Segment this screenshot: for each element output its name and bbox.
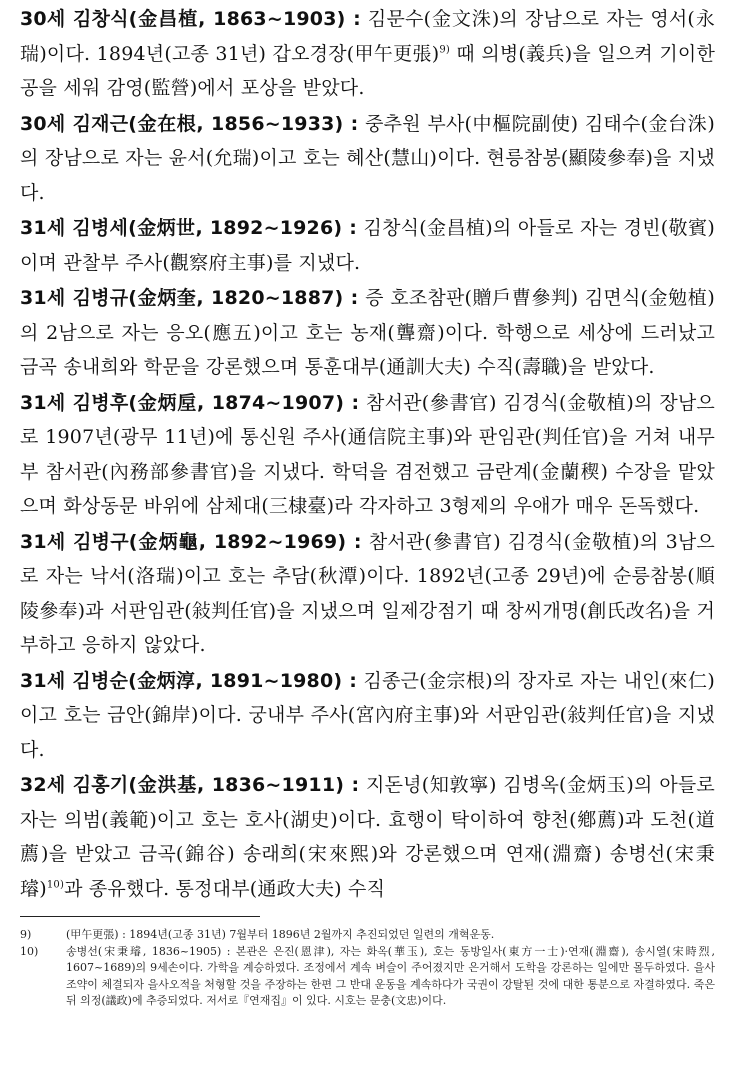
footnote-text: (甲午更張) : 1894년(고종 31년) 7월부터 1896년 2월까지 추진되었던 일련의 개혁운동. [66,928,495,941]
entry-kim-jaegeun [20,107,715,211]
entry-heading: 31세 김병후(金炳垕, 1874~1907) : [20,391,360,414]
footnote-9 [20,927,715,944]
entry-heading: 31세 김병세(金炳世, 1892~1926) : [20,217,358,239]
entry-kim-byeonggu [20,525,715,663]
footnote-text: 송병선(宋秉璿, 1836~1905) : 본관은 은진(恩津), 자는 화옥(華玉), 호는 동방일사(東方一士)·연재(淵齋), 송시열(宋時烈, 1607~1689)의 9세손이다. 가학을 계승하였다. 조정에서 계속 벼슬이 주어졌지만 은거해서 도학을 강론하는 일에만 몰두하였다. 을사조약이 체결되자 을사오적을 처형할 것을 주장하는 한편 그 반대 운동을 계속하다가 국권이 강탈된 것에 대한 통분으로 자결하였다. 죽은 뒤 의정(議政)에 추증되었다. 저서로『연재집』이 있다. 시호는 문충(文忠)이다. [66,944,715,1007]
entry-text: 참서관(參書官) 김경식(金敬植)의 장남으로 1907년(광무 11년)에 통신원 주사(通信院主事)와 판임관(判任官)을 거쳐 내무부 참서관(內務部參書官)을 지냈다. 학덕을 겸전했고 금란계(金蘭稧) 수장을 맡았으며 화상동문 바위에 삼체대(三棣臺)라 각자하고 3형제의 우애가 매우 돈독했다. [20,391,715,517]
entry-text: 김종근(金宗根)의 장자로 자는 내인(來仁)이고 호는 금안(錦岸)이다. 궁내부 주사(宮內府主事)와 서판임관(敍判任官)을 지냈다. [20,669,715,761]
entry-kim-byeonghu [20,386,715,524]
entry-kim-changsik [20,2,715,106]
entry-heading: 31세 김병구(金炳龜, 1892~1969) : [20,530,362,553]
entry-heading: 31세 김병규(金炳奎, 1820~1887) : [20,287,359,309]
entry-text: 참서관(參書官) 김경식(金敬植)의 3남으로 자는 낙서(洛瑞)이고 호는 추담(秋潭)이다. 1892년(고종 29년)에 순릉참봉(順陵參奉)과 서판임관(敍判任官)을 지냈으며 일제강점기 때 창씨개명(創氏改名)을 거부하고 응하지 않았다. [20,530,715,656]
entry-heading: 30세 김창식(金昌植, 1863~1903) : [20,8,361,30]
entry-kim-byeongse [20,211,715,280]
entry-heading: 30세 김재근(金在根, 1856~1933) : [20,112,359,135]
entry-text-continued: 과 종유했다. 통정대부(通政大夫) 수직 [64,877,386,900]
entry-heading: 31세 김병순(金炳淳, 1891~1980) : [20,669,358,692]
footnote-number: 10) [20,944,39,958]
entry-kim-byeonggyu [20,281,715,385]
footnote-ref-10[interactable]: 10) [46,879,65,891]
entry-text: 중추원 부사(中樞院副使) 김태수(金台洙)의 장남으로 자는 윤서(允瑞)이고 호는 혜산(慧山)이다. 현릉참봉(顯陵參奉)을 지냈다. [20,112,715,204]
entry-text-continued: 때 의병(義兵)을 일으켜 기이한 공을 세워 감영(監營)에서 포상을 받았다. [20,42,716,99]
entry-kim-byeongsun [20,664,715,768]
entry-text: 지돈녕(知敦寧) 김병옥(金炳玉)의 아들로 자는 의범(義範)이고 호는 호사(湖史)이다. 효행이 탁이하여 향천(鄕薦)과 도천(道薦)을 받았고 금곡(錦谷) 송래희(宋來熙)와 강론했으며 연재(淵齋) 송병선(宋秉璿) [20,774,715,900]
footnote-number: 9) [20,928,32,941]
footnote-divider [20,916,260,917]
entry-text: 증 호조참판(贈戶曹參判) 김면식(金勉植)의 2남으로 자는 응오(應五)이고 호는 농재(聾齋)이다. 학행으로 세상에 드러났고 금곡 송내희와 학문을 강론했으며 통훈대부(通訓大夫) 수직(壽職)을 받았다. [20,287,715,378]
footnote-ref-9[interactable]: 9) [439,44,451,56]
entry-heading: 32세 김홍기(金洪基, 1836~1911) : [20,774,360,796]
entry-text: 김창식(金昌植)의 아들로 자는 경빈(敬賓)이며 관찰부 주사(觀察府主事)를 지냈다. [20,217,715,274]
entry-text: 김문수(金文洙)의 장남으로 자는 영서(永瑞)이다. 1894년(고종 31년) 갑오경장(甲午更張) [20,8,715,65]
footnote-10 [20,944,715,1010]
entry-kim-honggi [20,768,715,906]
